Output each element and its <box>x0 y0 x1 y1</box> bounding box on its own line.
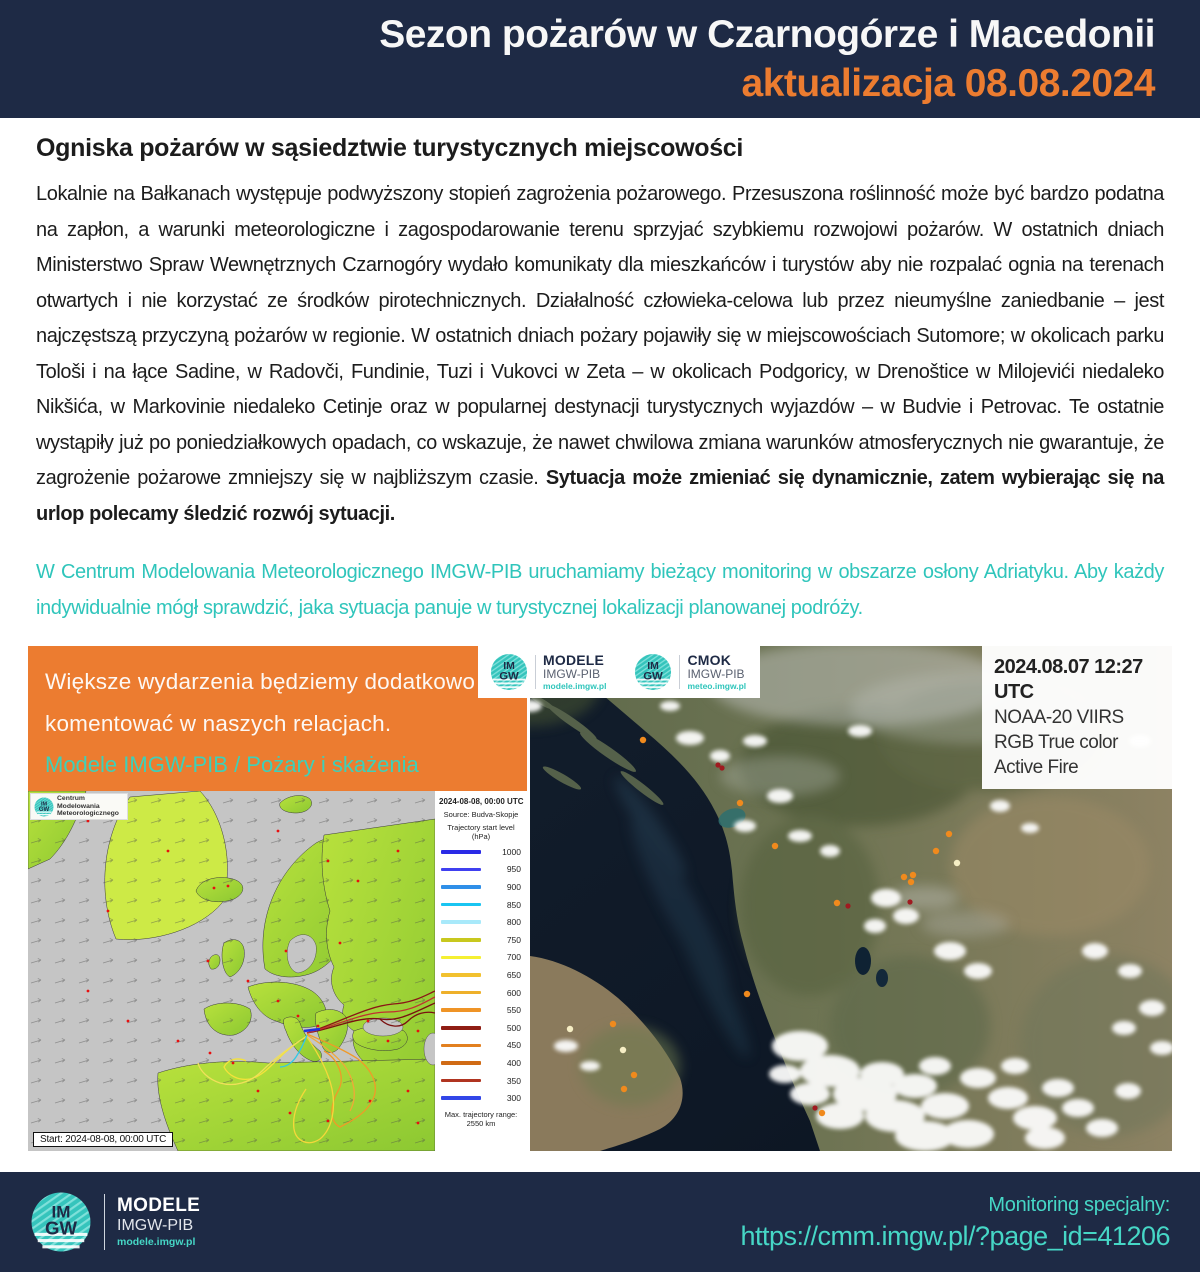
legend-level-value: 600 <box>506 987 521 998</box>
footer-url: modele.imgw.pl <box>117 1236 196 1248</box>
legend-level-color <box>441 1096 481 1100</box>
legend-level-row <box>439 1001 523 1019</box>
legend-level-row <box>439 966 523 984</box>
header-banner <box>0 0 1200 118</box>
logo-divider <box>679 655 680 689</box>
footer-monitoring <box>740 1191 1170 1253</box>
cmm-map-logo <box>30 793 128 820</box>
logo-modele-brand: MODELE <box>543 652 605 668</box>
legend-title: Trajectory start level <box>447 823 515 832</box>
legend-range-value: 2550 km <box>466 1118 496 1128</box>
cmm-logo-line3: Meteorologicznego <box>57 810 119 818</box>
trajectory-map-graphic <box>28 791 435 1151</box>
legend-level-row <box>439 949 523 967</box>
legend-level-row <box>439 843 523 861</box>
legend-level-color <box>441 1026 481 1030</box>
article-body-text: Lokalnie na Bałkanach występuje podwyższony stopień zagrożenia pożarowego. Przesuszona roślinność może być bardzo podatna na zapłon, a warunki meteorologiczne i zagospodarowanie terenu sprzyjać szybkiemu rozwojowi pożarów. W ostatnich dniach Ministerstwo Spraw Wewnętrznych Czarnogóry wydało komunikaty dla mieszkańców i turystów aby nie rozpalać ognia na terenach otwartych i nie korzystać ze środków pirotechnicznych. Działalność człowieka-celowa lub przez nieumyślne zaniedbanie – jest najczęstszą przyczyną pożarów w regionie. W ostatnich dniach pożary pojawiły się w miejscowościach Sutomore; w okolicach parku Tološi i na łące Sadine, w Radovči, Fundinie, Tuzi i Vukovci w Zeta – w okolicach Podgoricy, w Drenoštice w Milojevići niedaleko Nikšića, w Markovinie niedaleko Cetinje oraz w popularnej destynacji turystycznych wyjazdów – w Budvie i Petrovac. Te ostatnie wystąpiły już po poniedziałkowych opadach, co wskazuje, że nawet chwilowa zmiana warunków atmosferycznych nie gwarantuje, że zagrożenie pożarowe zmniejszy się w najbliższym czasie. <box>36 183 1164 489</box>
logo-modele-org: IMGW-PIB <box>543 667 601 681</box>
logo-divider <box>535 655 536 689</box>
promo-line1: Większe wydarzenia będziemy dodatkowo <box>45 669 476 694</box>
legend-level-row <box>439 861 523 879</box>
legend-level-color <box>441 885 481 889</box>
promo-line3: Modele IMGW-PIB / Pożary i skażenia <box>45 752 419 777</box>
legend-level-color <box>441 1061 481 1065</box>
legend-rows <box>439 843 523 1107</box>
satellite-timestamp: 2024.08.07 12:27 UTC <box>994 656 1143 703</box>
trajectory-start-label: Start: 2024-08-08, 00:00 UTC <box>33 1132 173 1147</box>
logo-cmok-brand: CMOK <box>687 652 732 668</box>
legend-level-value: 750 <box>506 934 521 945</box>
footer-logo <box>30 1191 200 1253</box>
legend-level-color <box>441 1044 481 1048</box>
footer-brand: MODELE <box>117 1195 201 1216</box>
monitoring-link[interactable]: https://cmm.imgw.pl/?page_id=41206 <box>740 1221 1170 1251</box>
legend-level-value: 900 <box>506 881 521 892</box>
legend-level-color <box>441 868 481 872</box>
legend-level-value: 500 <box>506 1022 521 1033</box>
legend-level-row <box>439 913 523 931</box>
satellite-product: RGB True color <box>994 732 1118 753</box>
article-body <box>36 177 1164 532</box>
article <box>0 134 1200 1151</box>
promo-line2: komentować w naszych relacjach. <box>45 711 392 736</box>
trajectory-legend <box>435 791 527 1151</box>
legend-level-color <box>441 1079 481 1083</box>
legend-level-value: 950 <box>506 864 521 875</box>
trajectory-map <box>28 791 527 1151</box>
imgw-logo-icon <box>490 653 528 691</box>
logo-cmok <box>634 653 746 691</box>
imgw-logo-gw: GW <box>499 670 519 683</box>
logo-modele-url: modele.imgw.pl <box>543 681 607 691</box>
cmm-logo-line1: Centrum <box>57 795 85 803</box>
legend-level-value: 1000 <box>502 846 521 857</box>
article-heading: Ogniska pożarów w sąsiedztwie turystycznych miejscowości <box>36 134 744 162</box>
legend-level-color <box>441 920 481 924</box>
legend-level-color <box>441 973 481 977</box>
legend-level-row <box>439 896 523 914</box>
article-teal-paragraph: W Centrum Modelowania Meteorologicznego IMGW-PIB uruchamiamy bieżący monitoring w obszarze osłony Adriatyku. Aby każdy indywidualnie mógł sprawdzić, jaka sytuacja panuje w turystycznej lokalizacji planowanej podróży. <box>36 561 1164 619</box>
logo-cmok-org: IMGW-PIB <box>687 667 745 681</box>
imgw-logo-im: IM <box>51 1202 71 1222</box>
legend-level-color <box>441 991 481 995</box>
imgw-logo-gw: GW <box>643 670 664 683</box>
legend-level-row <box>439 984 523 1002</box>
legend-range-label: Max. trajectory range: <box>444 1109 518 1119</box>
legend-level-value: 350 <box>506 1075 521 1086</box>
imgw-logo-gw: GW <box>38 806 50 813</box>
cmm-logo-line2: Modelowania <box>57 802 100 810</box>
legend-level-color <box>441 903 481 907</box>
legend-level-color <box>441 1008 481 1012</box>
footer-org: IMGW-PIB <box>117 1217 194 1234</box>
legend-level-row <box>439 1089 523 1107</box>
legend-level-color <box>441 956 481 960</box>
imgw-logo-icon <box>34 797 54 817</box>
article-body-bold: Sytuacja może zmieniać się dynamicznie, zatem wybierając się na urlop polecamy śledzić rozwój sytuacji. <box>36 467 1165 525</box>
legend-unit: (hPa) <box>471 832 491 841</box>
legend-level-value: 300 <box>506 1093 521 1104</box>
imgw-logo-im: IM <box>40 801 48 807</box>
promo-box <box>28 646 527 791</box>
satellite-sensor: NOAA-20 VIIRS <box>994 707 1124 728</box>
imgw-logo-gw: GW <box>45 1217 77 1239</box>
legend-level-row <box>439 1037 523 1055</box>
page-subtitle: aktualizacja 08.08.2024 <box>741 62 1155 105</box>
legend-source: Source: Budva-Skopje <box>443 810 519 819</box>
legend-level-row <box>439 1019 523 1037</box>
logo-strip <box>478 646 760 698</box>
imgw-logo-im: IM <box>647 661 660 673</box>
legend-level-value: 700 <box>506 952 521 963</box>
media-section <box>0 646 1200 1151</box>
legend-level-color <box>441 850 481 854</box>
legend-level-value: 850 <box>506 899 521 910</box>
footer-banner <box>0 1172 1200 1272</box>
imgw-logo-im: IM <box>503 661 515 673</box>
imgw-logo-icon <box>30 1191 92 1253</box>
satellite-layer: Active Fire <box>994 757 1079 778</box>
monitoring-label: Monitoring specjalny: <box>988 1194 1170 1216</box>
logo-cmok-url: meteo.imgw.pl <box>687 681 747 691</box>
legend-level-color <box>441 938 481 942</box>
legend-level-value: 650 <box>506 969 521 980</box>
legend-level-row <box>439 931 523 949</box>
satellite-label <box>982 646 1172 789</box>
legend-level-value: 450 <box>506 1040 521 1051</box>
legend-level-value: 550 <box>506 1005 521 1016</box>
footer-logo-divider <box>104 1194 105 1250</box>
imgw-logo-icon <box>634 653 672 691</box>
legend-level-row <box>439 878 523 896</box>
page-title: Sezon pożarów w Czarnogórze i Macedonii <box>379 13 1155 56</box>
satellite-image <box>530 646 1172 1151</box>
legend-level-row <box>439 1072 523 1090</box>
legend-datetime: 2024-08-08, 00:00 UTC <box>439 797 524 806</box>
legend-level-value: 800 <box>506 917 521 928</box>
legend-level-row <box>439 1054 523 1072</box>
legend-level-value: 400 <box>506 1057 521 1068</box>
logo-modele <box>490 653 606 691</box>
